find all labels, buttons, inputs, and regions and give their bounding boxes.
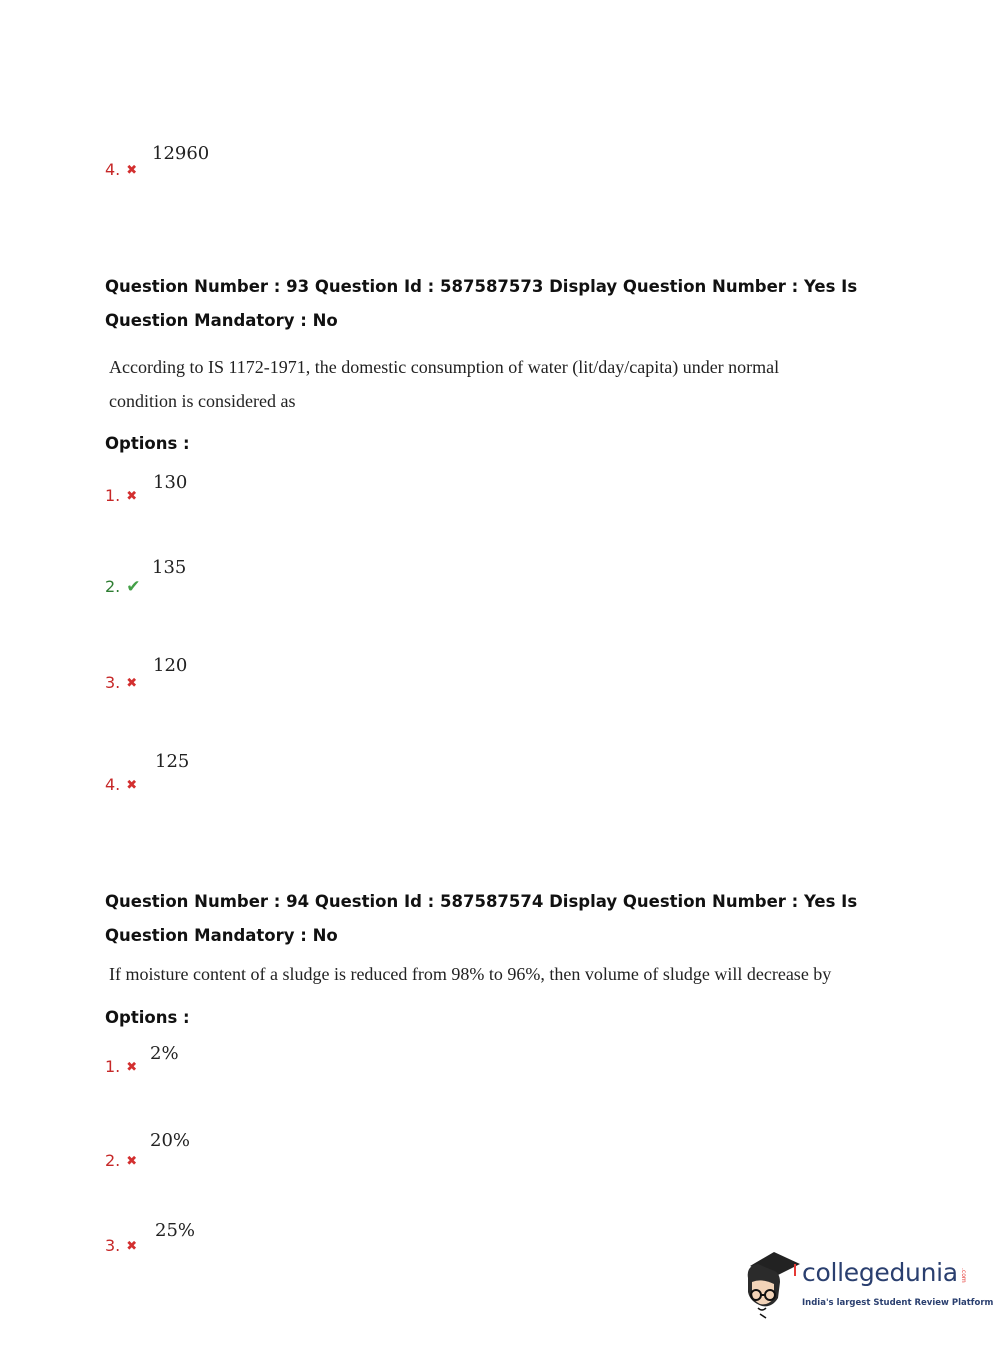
cross-icon: ✖ bbox=[126, 1154, 138, 1169]
cross-icon: ✖ bbox=[126, 778, 138, 793]
logo-suffix: .com bbox=[960, 1268, 967, 1283]
option-number: 3. bbox=[105, 673, 121, 692]
option-1 bbox=[105, 486, 137, 505]
cross-icon: ✖ bbox=[126, 489, 138, 504]
option-4 bbox=[105, 160, 137, 179]
question-header: Question Number : 94 Question Id : 587587574 Display Question Number : Yes Is Question Mandatory : No bbox=[105, 892, 858, 945]
mascot-icon bbox=[742, 1248, 802, 1320]
option-value: 2% bbox=[150, 1043, 179, 1064]
option-value: 25% bbox=[155, 1220, 196, 1241]
option-3 bbox=[105, 1236, 137, 1255]
option-4 bbox=[105, 775, 137, 794]
options-label: Options : bbox=[105, 1008, 190, 1027]
logo-tagline: India's largest Student Review Platform bbox=[802, 1298, 994, 1308]
option-value: 20% bbox=[150, 1130, 191, 1151]
option-number: 4. bbox=[105, 775, 121, 794]
question-text-line: condition is considered as bbox=[109, 391, 296, 411]
logo-name: collegedunia bbox=[802, 1258, 958, 1287]
option-number: 1. bbox=[105, 486, 121, 505]
check-icon: ✔ bbox=[126, 577, 141, 597]
option-value: 135 bbox=[152, 557, 187, 578]
option-1 bbox=[105, 1057, 137, 1076]
option-value: 130 bbox=[153, 472, 188, 493]
option-value: 12960 bbox=[152, 143, 210, 164]
options-label: Options : bbox=[105, 434, 190, 453]
option-2 bbox=[105, 1151, 137, 1170]
option-number: 2. bbox=[105, 577, 121, 596]
question-text-line: If moisture content of a sludge is reduced from 98% to 96%, then volume of sludge will decrease by bbox=[109, 964, 832, 984]
cross-icon: ✖ bbox=[126, 163, 138, 178]
option-value: 125 bbox=[155, 751, 190, 772]
option-2 bbox=[105, 577, 141, 597]
collegedunia-logo bbox=[742, 1248, 994, 1320]
question-text-line: According to IS 1172-1971, the domestic consumption of water (lit/day/capita) under normal bbox=[109, 357, 780, 377]
cross-icon: ✖ bbox=[126, 1060, 138, 1075]
question-header: Question Number : 93 Question Id : 587587573 Display Question Number : Yes Is Question Mandatory : No bbox=[105, 277, 858, 330]
option-number: 4. bbox=[105, 160, 121, 179]
cross-icon: ✖ bbox=[126, 676, 138, 691]
option-3 bbox=[105, 673, 137, 692]
option-number: 1. bbox=[105, 1057, 121, 1076]
option-number: 2. bbox=[105, 1151, 121, 1170]
option-value: 120 bbox=[153, 655, 188, 676]
option-number: 3. bbox=[105, 1236, 121, 1255]
cross-icon: ✖ bbox=[126, 1239, 138, 1254]
